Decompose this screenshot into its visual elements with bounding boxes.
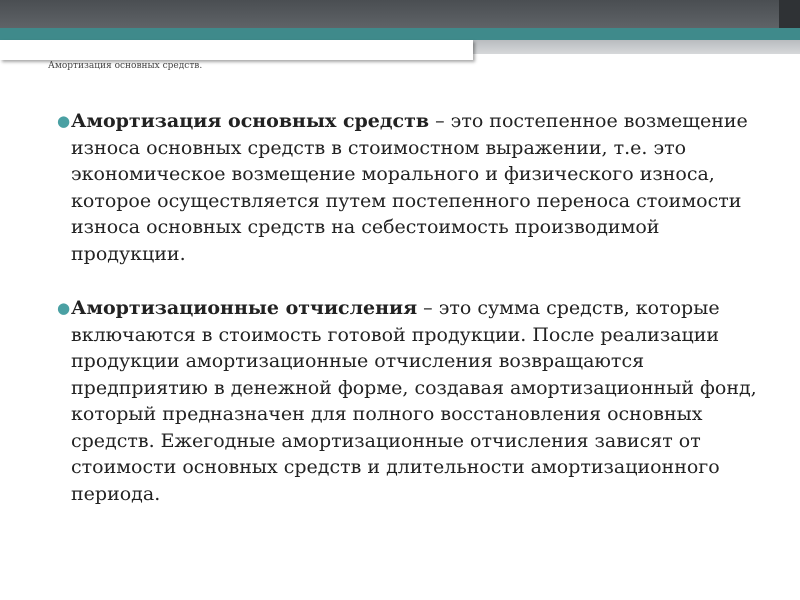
top-teal-band: [0, 28, 800, 40]
bullet-item: [57, 295, 762, 507]
title-tab: [0, 40, 473, 60]
slide-title: Амортизация основных средств.: [48, 61, 203, 71]
bullet-text: – это постепенное возмещение износа основных средств в стоимостном выражении, т.е. это экономическое возмещение морального и физического износа, которое осуществляется путем постепенного переноса стоимости износа основных средств на себестоимость производимой продукции.: [71, 110, 748, 265]
bullet-dot-icon: ●: [57, 299, 71, 317]
bullet-dot-icon: ●: [57, 112, 71, 130]
top-dark-band: [0, 0, 800, 28]
bullet-term: Амортизационные отчисления: [71, 297, 418, 319]
slide-content: [57, 108, 762, 535]
bullet-text: – это сумма средств, которые включаются в стоимость готовой продукции. После реализации продукции амортизационные отчисления возвращаются предприятию в денежной форме, создавая амортизационный фонд, который предназначен для полного восстановления основных средств. Ежегодные амортизационные отчисления зависят от стоимости основных средств и длительности амортизационного периода.: [71, 297, 757, 505]
corner-accent: [779, 0, 800, 28]
bullet-item: [57, 108, 762, 267]
bullet-term: Амортизация основных средств: [71, 110, 430, 132]
